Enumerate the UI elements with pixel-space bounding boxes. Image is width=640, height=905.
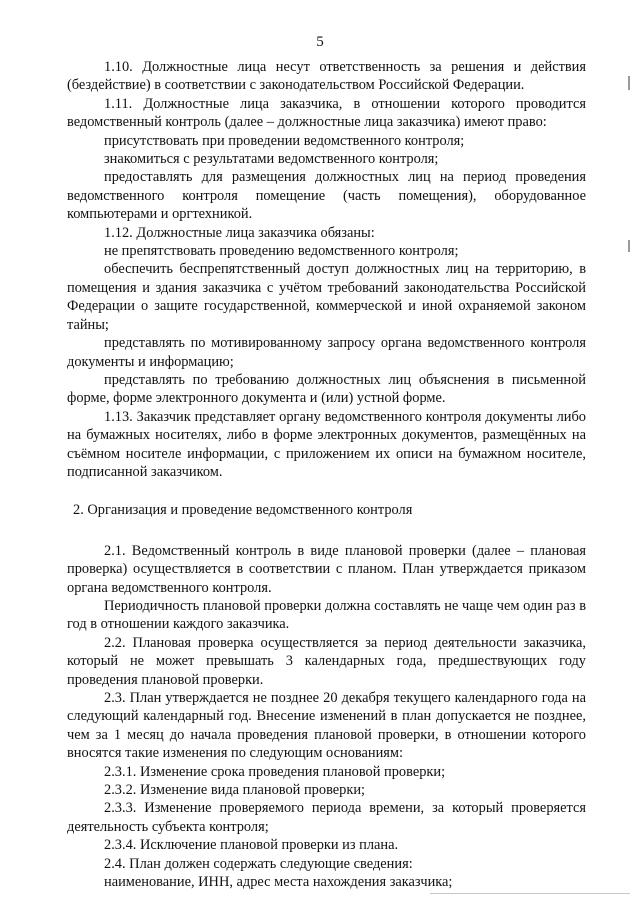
scan-edge-mark-middle — [628, 240, 630, 252]
paragraph-1-12: 1.12. Должностные лица заказчика обязаны: — [104, 224, 375, 241]
paragraph-2-3-4: 2.3.4. Исключение плановой проверки из плана. — [104, 837, 399, 854]
paragraph-2-3: 2.3. План утверждается не позднее 20 декабря текущего календарного года на следующий календарный год. Внесение изменений в план допускается не позднее, чем за 1 месяц до начала проведения плановой проверки, в отношении которого вносятся такие изменения по следующим основаниям: — [67, 690, 586, 762]
paragraph-duty-access: обеспечить беспрепятственный доступ должностных лиц на территорию, в помещения и здания заказчика с учётом требований законодательства Российской Федерации о защите государственной, коммерческой и иной охраняемой законом тайны; — [67, 261, 586, 333]
paragraph-2-3-3: 2.3.3. Изменение проверяемого периода времени, за который проверяется деятельность субъекта контроля; — [67, 800, 586, 835]
paragraph-plan-info: наименование, ИНН, адрес места нахождения заказчика; — [104, 874, 453, 891]
paragraph-right-attend: присутствовать при проведении ведомственного контроля; — [104, 132, 465, 149]
paragraph-right-results: знакомиться с результатами ведомственного контроля; — [104, 151, 439, 168]
paragraph-duty-documents: представлять по мотивированному запросу органа ведомственного контроля документы и информацию; — [67, 335, 586, 370]
page-number: 5 — [316, 34, 324, 50]
paragraph-1-11: 1.11. Должностные лица заказчика, в отношении которого проводится ведомственный контроль (далее – должностные лица заказчика) имеют право: — [67, 95, 586, 131]
paragraph-2-1: 2.1. Ведомственный контроль в виде плановой проверки (далее – плановая проверка) осуществляется в соответствии с планом. План утверждается приказом органа ведомственного контроля. — [67, 542, 586, 596]
paragraph-1-10: 1.10. Должностные лица несут ответственность за решения и действия (бездействие) в соответствии с законодательством Российской Федерации. — [67, 59, 586, 94]
paragraph-periodicity: Периодичность плановой проверки должна составлять не чаще чем один раз в год в отношении каждого заказчика. — [67, 597, 586, 633]
paragraph-duty-no-obstruct: не препятствовать проведению ведомственного контроля; — [104, 243, 459, 260]
document-body — [67, 58, 586, 891]
paragraph-2-4: 2.4. План должен содержать следующие сведения: — [104, 855, 413, 872]
scan-bottom-line — [430, 893, 630, 894]
paragraph-right-premises: предоставлять для размещения должностных лиц на период проведения ведомственного контроля помещение (часть помещения), оборудованное компьютерами и оргтехникой. — [67, 169, 586, 223]
paragraph-2-2: 2.2. Плановая проверка осуществляется за период деятельности заказчика, который не может превышать 3 календарных года, предшествующих году проведения плановой проверки. — [67, 634, 586, 688]
scan-edge-mark-top — [628, 76, 630, 90]
paragraph-2-3-1: 2.3.1. Изменение срока проведения плановой проверки; — [104, 763, 446, 780]
paragraph-2-3-2: 2.3.2. Изменение вида плановой проверки; — [104, 782, 366, 799]
section-heading: 2. Организация и проведение ведомственного контроля — [73, 502, 413, 519]
paragraph-1-13: 1.13. Заказчик представляет органу ведомственного контроля документы либо на бумажных носителях, либо в форме электронных документов, размещённых на съёмном носителе информации, с приложением их описи на бумажном носителе, подписанной заказчиком. — [67, 408, 586, 480]
paragraph-duty-explanations: представлять по требованию должностных лиц объяснения в письменной форме, форме электронного документа и (или) устной форме. — [67, 371, 586, 407]
